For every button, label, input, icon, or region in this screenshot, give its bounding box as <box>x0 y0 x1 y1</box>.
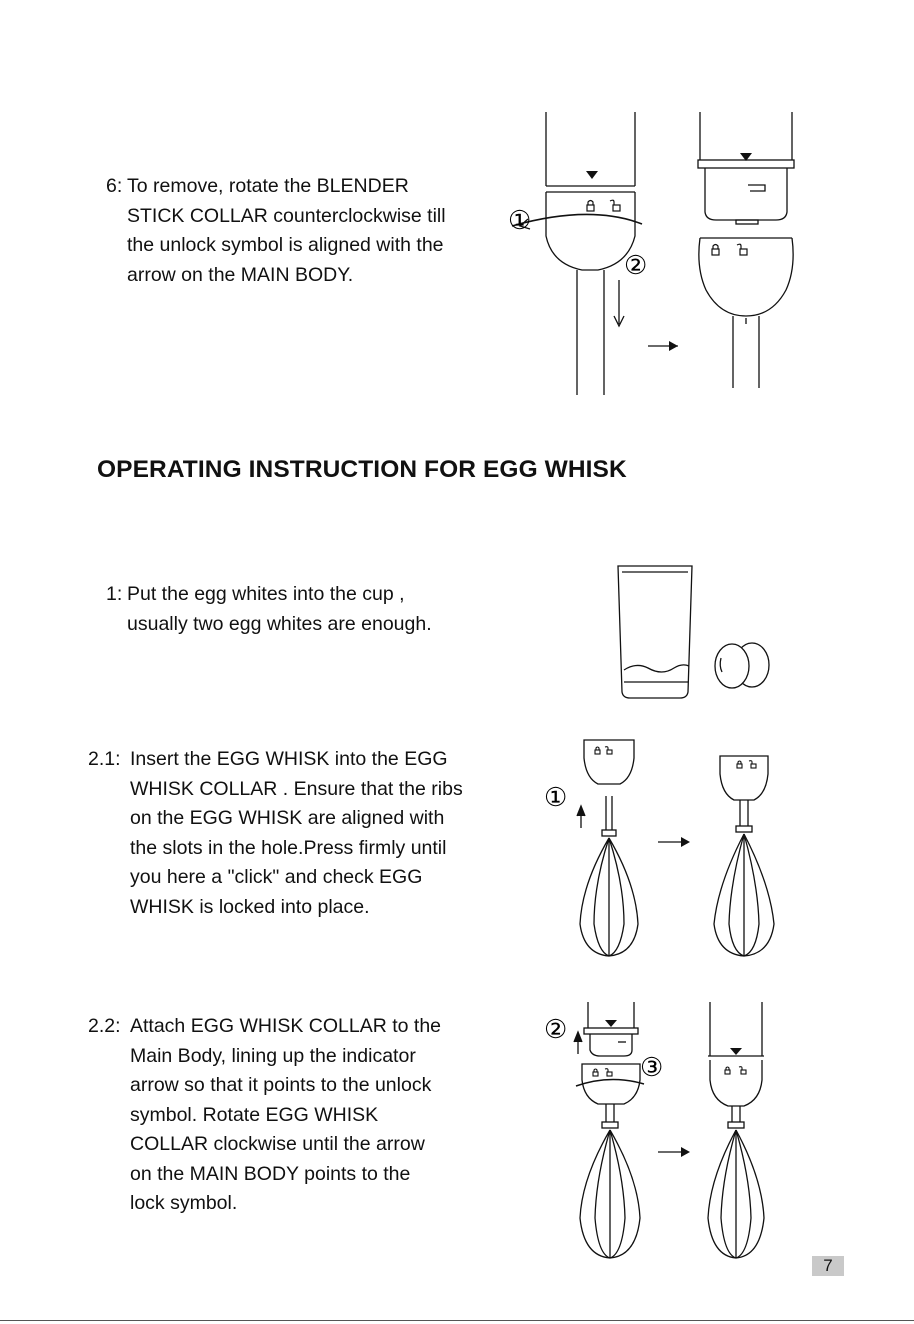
step-line: Attach EGG WHISK COLLAR to the <box>130 1015 442 1037</box>
section-heading: OPERATING INSTRUCTION FOR EGG WHISK <box>97 456 627 483</box>
step-line: the slots in the hole.Press firmly until <box>130 836 447 859</box>
step-line: WHISK is locked into place. <box>130 895 370 918</box>
step-line: Insert the EGG WHISK into the EGG <box>130 748 448 770</box>
remove-blender-stick-illustration <box>500 108 810 400</box>
step-line: lock symbol. <box>130 1192 238 1214</box>
cup-and-eggs-illustration <box>612 562 776 706</box>
step-line: usually two egg whites are enough. <box>127 612 432 635</box>
step-number: 2.1: <box>88 748 121 770</box>
attach-whisk-collar-illustration <box>540 998 790 1268</box>
step-line: COLLAR clockwise until the arrow <box>130 1133 425 1155</box>
step-line: To remove, rotate the BLENDER <box>127 175 409 197</box>
step-line: Put the egg whites into the cup , <box>127 583 405 605</box>
step-2-1 <box>88 745 463 922</box>
step-number: 6: <box>106 175 123 197</box>
step-number: 1: <box>106 583 123 605</box>
step-line: on the EGG WHISK are aligned with <box>130 807 445 829</box>
step-number: 2.2: <box>88 1015 121 1037</box>
page-number: 7 <box>812 1256 844 1276</box>
step-6 <box>106 172 446 290</box>
step-1 <box>106 580 432 639</box>
marker-1: ① <box>508 206 532 236</box>
step-line: Main Body, lining up the indicator <box>130 1044 416 1067</box>
marker-2: ② <box>624 251 648 281</box>
step-line: symbol. Rotate EGG WHISK <box>130 1103 379 1126</box>
step-line: you here a "click" and check EGG <box>130 866 423 888</box>
step-2-2 <box>88 1012 441 1219</box>
marker-1: ① <box>544 783 568 813</box>
step-line: the unlock symbol is aligned with the <box>127 234 444 256</box>
bottom-divider <box>0 1320 914 1321</box>
insert-egg-whisk-illustration <box>540 734 790 962</box>
step-line: arrow on the MAIN BODY. <box>127 263 354 286</box>
step-line: WHISK COLLAR . Ensure that the ribs <box>130 777 463 800</box>
marker-2: ② <box>544 1015 568 1045</box>
step-line: arrow so that it points to the unlock <box>130 1074 432 1096</box>
step-line: STICK COLLAR counterclockwise till <box>127 204 446 227</box>
step-line: on the MAIN BODY points to the <box>130 1162 411 1185</box>
marker-3: ③ <box>640 1053 664 1083</box>
